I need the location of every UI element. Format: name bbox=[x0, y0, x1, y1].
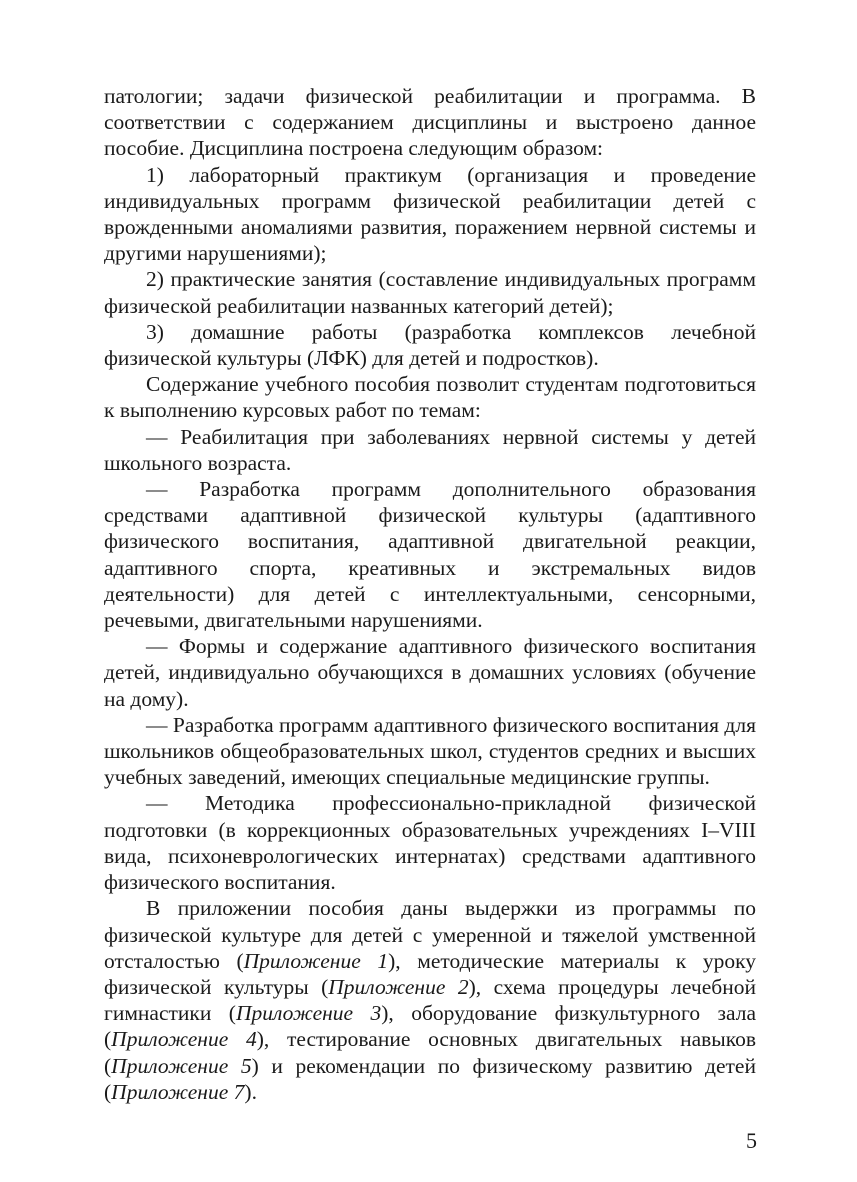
text-run: ). bbox=[244, 1079, 257, 1104]
page-number: 5 bbox=[746, 1128, 757, 1153]
topic-item: — Разработка программ адаптивного физического воспитания для школьников общеобразовательных школ, студентов средних и высших учебных заведений, имеющих специальные медицинские группы. bbox=[104, 712, 756, 790]
paragraph-intro: патологии; задачи физической реабилитации и программа. В соответствии с содержанием дисциплины и выстроено данное пособие. Дисциплина построена следующим образом: bbox=[104, 84, 756, 161]
text-run: ), тестирование основных двигательных навыков ( bbox=[104, 1027, 756, 1078]
body-text bbox=[104, 83, 756, 1105]
text-run: ), оборудование физкультурного зала ( bbox=[104, 1001, 756, 1052]
appendix-ref: Приложение 7 bbox=[111, 1079, 245, 1104]
appendix-ref: Приложение 3 bbox=[235, 1001, 382, 1026]
list-item-3: 3) домашние работы (разработка комплексов лечебной физической культуры (ЛФК) для детей и подростков). bbox=[104, 319, 756, 371]
text-run: ), методические материалы к уроку физической культуры ( bbox=[104, 948, 756, 999]
appendix-ref: Приложение 2 bbox=[328, 974, 469, 999]
topic-item: — Разработка программ дополнительного образования средствами адаптивной физической культуры (адаптивного физического воспитания, адаптивной двигательной реакции, адаптивного спорта, креативных и экстремальных видов деятельности) для детей с интеллектуальными, сенсорными, речевыми, двигательными нарушениями. bbox=[104, 477, 756, 633]
paragraph-topics-intro: Содержание учебного пособия позволит студентам подготовиться к выполнению курсовых работ по темам: bbox=[104, 372, 756, 423]
topic-item: — Формы и содержание адаптивного физического воспитания детей, индивидуально обучающихся в домашних условиях (обучение на дому). bbox=[104, 634, 756, 711]
topic-item: — Методика профессионально-прикладной физической подготовки (в коррекционных образовательных учреждениях I–VIII вида, психоневрологических интернатах) средствами адаптивного физического воспитания. bbox=[104, 791, 756, 895]
list-item-2: 2) практические занятия (составление индивидуальных программ физической реабилитации названных категорий детей); bbox=[104, 267, 756, 318]
appendix-ref: Приложение 1 bbox=[243, 948, 389, 973]
text-run: ), схема процедуры лечебной гимнастики ( bbox=[104, 974, 756, 1026]
topic-item: — Реабилитация при заболеваниях нервной системы у детей школьного возраста. bbox=[104, 424, 756, 475]
list-item-1: 1) лабораторный практикум (организация и проведение индивидуальных программ физической реабилитации детей с врожденными аномалиями развития, поражением нервной системы и другими нарушениями); bbox=[104, 162, 756, 266]
appendix-ref: Приложение 4 bbox=[111, 1027, 257, 1052]
appendix-ref: Приложение 5 bbox=[111, 1053, 252, 1078]
text-run: ) и рекомендации по физическому развитию детей ( bbox=[104, 1053, 756, 1104]
paragraph-appendix bbox=[104, 895, 756, 1105]
text-run: В приложении пособия даны выдержки из программы по физической культуре для детей с умеренной и тяжелой умственной отсталостью ( bbox=[104, 896, 756, 973]
